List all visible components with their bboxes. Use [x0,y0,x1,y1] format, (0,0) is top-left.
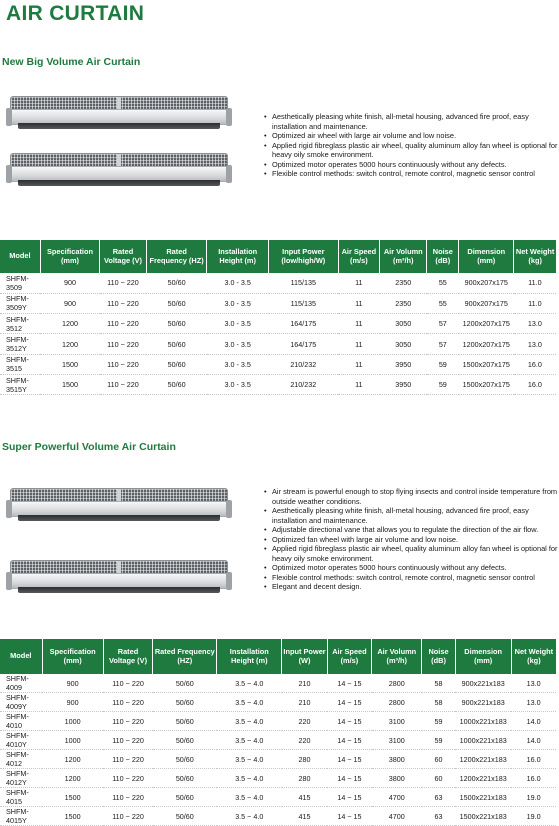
table-cell: 900x221x183 [455,674,511,693]
table-row [0,750,556,769]
table-cell: 11.0 [514,293,556,313]
table-row [0,693,556,712]
column-header: Air Speed (m/s) [338,240,380,273]
table-row [0,674,556,693]
table-cell: 210/232 [269,354,339,374]
table-cell: 110 ~ 220 [100,314,147,334]
table-cell: 4700 [372,788,422,807]
table-cell: SHFM-4015Y [0,807,42,826]
column-header: Air Volumn (m³/h) [372,639,422,674]
table-cell: 11 [338,273,380,293]
table-cell: SHFM-3509Y [0,293,40,313]
table-header-row [0,639,556,674]
table-cell: 11 [338,314,380,334]
table-cell: 11 [338,293,380,313]
table-cell: 220 [282,712,328,731]
table-cell: 16.0 [514,374,556,394]
section-title-super-powerful: Super Powerful Volume Air Curtain [2,441,176,453]
table-cell: 280 [282,750,328,769]
column-header: Specification (mm) [40,240,99,273]
table-row [0,807,556,826]
table-cell: 415 [282,807,328,826]
table-cell: 3.0 - 3.5 [207,334,269,354]
table-cell: 13.0 [514,334,556,354]
table-cell: SHFM-3509 [0,273,40,293]
table-cell: 14 ~ 15 [327,674,371,693]
table-cell: 900 [40,273,99,293]
table-cell: 50/60 [146,293,206,313]
table-row [0,354,556,374]
table-cell: 60 [422,769,455,788]
table-cell: 16.0 [514,354,556,374]
table-cell: 14.0 [511,712,556,731]
column-header: Rated Voltage (V) [100,240,147,273]
table-cell: 19.0 [511,807,556,826]
table-cell: 3.5 ~ 4.0 [217,750,282,769]
table-cell: 1500 [40,374,99,394]
table-cell: 3.5 ~ 4.0 [217,807,282,826]
table-cell: 900x207x175 [459,293,514,313]
table-cell: 19.0 [511,788,556,807]
table-cell: SHFM-3515 [0,354,40,374]
feature-item: • Air stream is powerful enough to stop flying insects and control inside temperature from outside weather conditions. [263,487,558,506]
table-cell: 110 ~ 220 [100,293,147,313]
table-cell: 415 [282,788,328,807]
table-cell: SHFM-3512Y [0,334,40,354]
table-cell: 16.0 [511,750,556,769]
table-cell: 57 [427,314,459,334]
table-row [0,273,556,293]
table-cell: 11.0 [514,273,556,293]
table-cell: SHFM-4012Y [0,769,42,788]
table-cell: 3.0 - 3.5 [207,374,269,394]
table-cell: 3100 [372,712,422,731]
table-cell: 164/175 [269,334,339,354]
table-cell: 3.5 ~ 4.0 [217,731,282,750]
column-header: Air Volumn (m³/h) [380,240,427,273]
feature-item: • Optimized fan wheel with large air volume and low noise. [263,535,558,545]
table-cell: 1200 [40,334,99,354]
table-cell: 1000 [42,712,103,731]
column-header: Installation Height (m) [217,639,282,674]
table-row [0,314,556,334]
table-cell: 1200x221x183 [455,750,511,769]
table-cell: SHFM-4010Y [0,731,42,750]
feature-item: • Optimized motor operates 5000 hours continuously without any defects. [263,160,558,170]
table-cell: 164/175 [269,314,339,334]
table-cell: 59 [422,712,455,731]
table-cell: 110 ~ 220 [100,354,147,374]
table-cell: 900x221x183 [455,693,511,712]
feature-item: • Flexible control methods: switch control, remote control, magnetic sensor control [263,169,558,179]
table-cell: 210/232 [269,374,339,394]
table-cell: 58 [422,693,455,712]
table-cell: 16.0 [511,769,556,788]
table-cell: 110 ~ 220 [103,807,153,826]
column-header: Rated Voltage (V) [103,639,153,674]
table-cell: 50/60 [153,731,217,750]
spec-table-big-volume [0,240,556,395]
table-cell: 110 ~ 220 [103,693,153,712]
table-cell: 110 ~ 220 [100,273,147,293]
table-cell: 11 [338,374,380,394]
column-header: Model [0,639,42,674]
table-cell: 3.0 - 3.5 [207,273,269,293]
table-cell: 110 ~ 220 [103,750,153,769]
table-cell: 55 [427,273,459,293]
column-header: Specification (mm) [42,639,103,674]
table-cell: 1500x221x183 [455,807,511,826]
feature-item: • Applied rigid fibreglass plastic air wheel, quality aluminum alloy fan wheel is optional for heavy oily smoke environment. [263,544,558,563]
table-cell: 14 ~ 15 [327,788,371,807]
table-cell: 3800 [372,769,422,788]
table-cell: 50/60 [153,693,217,712]
table-cell: 50/60 [146,273,206,293]
table-cell: 60 [422,750,455,769]
feature-list-big-volume [263,112,558,179]
table-cell: 59 [427,374,459,394]
table-cell: 210 [282,674,328,693]
feature-item: • Aesthetically pleasing white finish, all-metal housing, advanced fire proof, easy installation and maintenance. [263,506,558,525]
column-header: Rated Frequency (HZ) [146,240,206,273]
table-cell: 13.0 [511,693,556,712]
table-cell: 3.0 - 3.5 [207,314,269,334]
table-cell: 3.5 ~ 4.0 [217,788,282,807]
table-cell: 110 ~ 220 [100,334,147,354]
table-cell: 110 ~ 220 [103,712,153,731]
section-title-big-volume: New Big Volume Air Curtain [2,56,141,68]
table-cell: 50/60 [153,712,217,731]
table-cell: 58 [422,674,455,693]
feature-item: • Aesthetically pleasing white finish, all-metal housing, advanced fire proof, easy installation and maintenance. [263,112,558,131]
feature-item: • Adjustable directional vane that allows you to regulate the direction of the air flow. [263,525,558,535]
table-cell: 210 [282,693,328,712]
table-cell: 1500 [42,807,103,826]
product-image-super-powerful [8,485,232,610]
table-cell: SHFM-4010 [0,712,42,731]
table-cell: 50/60 [146,334,206,354]
table-cell: 1200x207x175 [459,334,514,354]
table-cell: 1200x221x183 [455,769,511,788]
table-cell: SHFM-4012 [0,750,42,769]
column-header: Input Power (low/high/W) [269,240,339,273]
table-cell: 110 ~ 220 [103,674,153,693]
table-row [0,731,556,750]
table-cell: 50/60 [153,769,217,788]
table-row [0,788,556,807]
table-cell: 14 ~ 15 [327,712,371,731]
table-cell: 14 ~ 15 [327,731,371,750]
column-header: Model [0,240,40,273]
table-cell: 3100 [372,731,422,750]
table-cell: 115/135 [269,293,339,313]
table-cell: 14 ~ 15 [327,750,371,769]
table-cell: 1500x207x175 [459,354,514,374]
table-cell: 1500 [40,354,99,374]
table-cell: 1200x207x175 [459,314,514,334]
column-header: Installation Height (m) [207,240,269,273]
table-cell: 1500x221x183 [455,788,511,807]
table-cell: 63 [422,807,455,826]
table-row [0,293,556,313]
table-cell: 2350 [380,273,427,293]
column-header: Net Weight (kg) [511,639,556,674]
column-header: Noise (dB) [422,639,455,674]
table-cell: 3.5 ~ 4.0 [217,769,282,788]
table-cell: 110 ~ 220 [103,769,153,788]
table-cell: 3050 [380,334,427,354]
table-cell: 220 [282,731,328,750]
table-cell: 3950 [380,374,427,394]
table-cell: 14 ~ 15 [327,769,371,788]
product-image-big-volume [8,93,232,193]
table-cell: SHFM-4009 [0,674,42,693]
column-header: Rated Frequency (HZ) [153,639,217,674]
table-cell: 50/60 [153,750,217,769]
table-cell: 11 [338,354,380,374]
table-cell: 59 [427,354,459,374]
feature-item: • Optimized motor operates 5000 hours continuously without any defects. [263,563,558,573]
table-cell: 57 [427,334,459,354]
table-cell: 1200 [42,769,103,788]
table-cell: SHFM-3512 [0,314,40,334]
column-header: Dimension (mm) [455,639,511,674]
table-cell: 110 ~ 220 [103,731,153,750]
table-cell: 14 ~ 15 [327,807,371,826]
table-cell: 900 [42,674,103,693]
table-cell: 14.0 [511,731,556,750]
table-cell: 50/60 [146,354,206,374]
page-title: AIR CURTAIN [6,2,145,25]
table-row [0,334,556,354]
feature-item: • Elegant and decent design. [263,582,558,592]
table-cell: 1500x207x175 [459,374,514,394]
table-row [0,769,556,788]
table-cell: 110 ~ 220 [100,374,147,394]
column-header: Net Weight (kg) [514,240,556,273]
table-cell: 1200 [40,314,99,334]
table-cell: 1500 [42,788,103,807]
table-cell: 3.5 ~ 4.0 [217,674,282,693]
table-cell: 50/60 [153,788,217,807]
table-cell: 50/60 [153,807,217,826]
table-cell: 115/135 [269,273,339,293]
table-cell: 63 [422,788,455,807]
table-cell: 3.5 ~ 4.0 [217,693,282,712]
table-cell: 13.0 [511,674,556,693]
table-cell: 3800 [372,750,422,769]
table-cell: 900 [40,293,99,313]
table-row [0,374,556,394]
column-header: Noise (dB) [427,240,459,273]
table-cell: 4700 [372,807,422,826]
table-header-row [0,240,556,273]
feature-item: • Optimized air wheel with large air volume and low noise. [263,131,558,141]
feature-item: • Applied rigid fibreglass plastic air wheel, quality aluminum alloy fan wheel is optional for heavy oily smoke environment. [263,141,558,160]
table-cell: 50/60 [153,674,217,693]
table-cell: 900 [42,693,103,712]
table-cell: SHFM-4015 [0,788,42,807]
table-cell: 55 [427,293,459,313]
table-cell: 59 [422,731,455,750]
table-cell: 50/60 [146,314,206,334]
table-cell: 900x207x175 [459,273,514,293]
table-cell: 3050 [380,314,427,334]
table-cell: 1000x221x183 [455,731,511,750]
table-cell: 3.0 - 3.5 [207,354,269,374]
column-header: Air Speed (m/s) [327,639,371,674]
column-header: Input Power (W) [282,639,328,674]
spec-table-super-powerful [0,639,556,826]
table-cell: 3.0 - 3.5 [207,293,269,313]
table-cell: 2350 [380,293,427,313]
table-cell: 1200 [42,750,103,769]
table-cell: 1000x221x183 [455,712,511,731]
table-cell: 11 [338,334,380,354]
feature-list-super-powerful [263,487,558,592]
table-cell: SHFM-3515Y [0,374,40,394]
column-header: Dimension (mm) [459,240,514,273]
table-row [0,712,556,731]
table-cell: 1000 [42,731,103,750]
table-cell: 14 ~ 15 [327,693,371,712]
table-cell: 3.5 ~ 4.0 [217,712,282,731]
table-cell: 2800 [372,674,422,693]
table-cell: 13.0 [514,314,556,334]
table-cell: 3950 [380,354,427,374]
table-cell: 110 ~ 220 [103,788,153,807]
table-cell: 2800 [372,693,422,712]
table-cell: 280 [282,769,328,788]
table-cell: SHFM-4009Y [0,693,42,712]
feature-item: • Flexible control methods: switch control, remote control, magnetic sensor control [263,573,558,583]
table-cell: 50/60 [146,374,206,394]
